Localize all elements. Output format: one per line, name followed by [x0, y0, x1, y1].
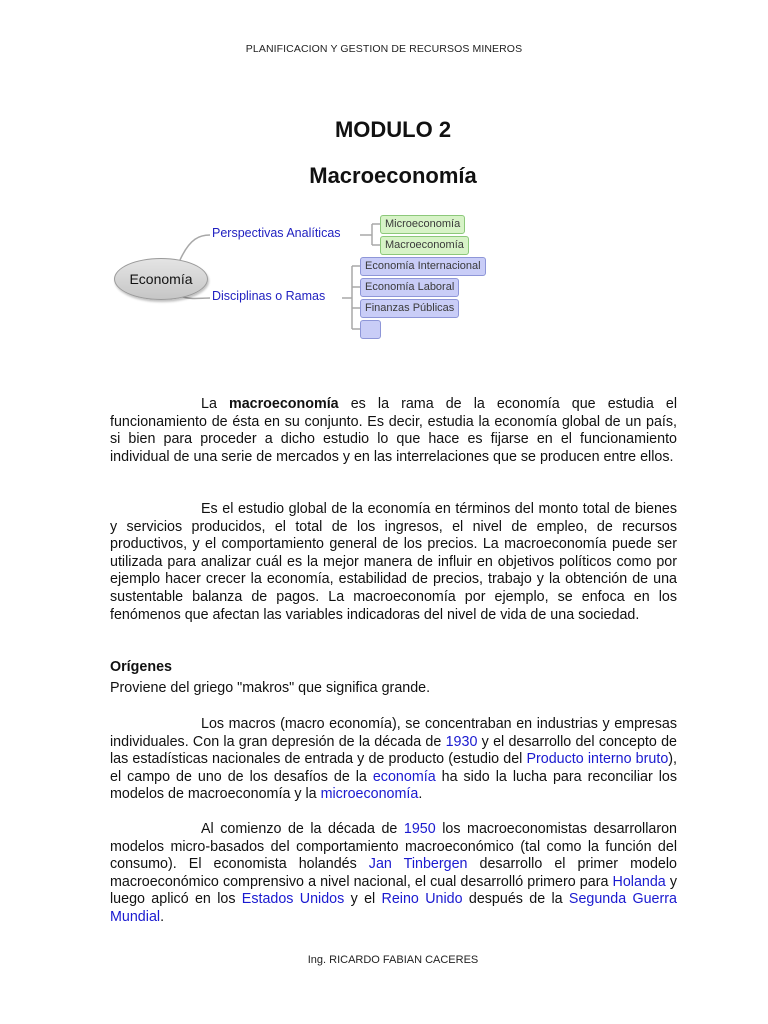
origenes-line: Proviene del griego "makros" que significa grande.: [110, 680, 431, 696]
text-fragment: es la rama de la economía que estudia el funcionamiento de ésta en su conjunto. Es decir, estudia la economía global de un país, si bien para proceder a dicho estudio lo que hace es fijarse en el funcionamiento individual de una serie de mercados y en las interrelaciones que se producen entre ellos.: [110, 396, 678, 465]
paragraph-1950s: [110, 821, 677, 927]
link-economia[interactable]: economía: [372, 768, 436, 785]
link-reino-unido[interactable]: Reino Unido: [381, 891, 463, 908]
economy-mind-map: [110, 208, 510, 348]
text-fragment: después de la: [462, 891, 569, 908]
paragraph-history: [110, 716, 677, 804]
leaf-finanzas-publicas: Finanzas Públicas: [360, 299, 459, 318]
branch-perspectivas: Perspectivas Analíticas: [212, 226, 341, 240]
page-header: PLANIFICACION Y GESTION DE RECURSOS MINEROS: [245, 43, 523, 55]
leaf-economia-laboral: Economía Laboral: [360, 278, 459, 297]
link-microeconomia[interactable]: microeconomía: [320, 786, 419, 803]
text-fragment: Es el estudio global de la economía en términos del monto total de bienes y servicios producidos, el total de los ingresos, el nivel de empleo, de recursos productivos, y el comportamiento general de los precios. La macroeconomía puede ser utilizada para analizar cuál es la mejor manera de influir en objetivos políticos como por ejemplo hacer crecer la economía, estabilidad de precios, trabajo y la obtención de una sustentable balanza de pagos. La macroeconomía por ejemplo, se enfoca en los fenómenos que afectan las variables indicadoras del nivel de vida de una sociedad.: [110, 501, 677, 623]
branch-disciplinas: Disciplinas o Ramas: [212, 289, 326, 303]
text-fragment: La: [201, 396, 229, 412]
text-fragment: Al comienzo de la década de: [201, 821, 404, 837]
text-fragment: .: [418, 786, 423, 803]
text-fragment: desarrollo el primer modelo macroeconómico comprensivo a nivel nacional, el cual desarrolló primero para: [110, 856, 677, 890]
text-fragment: y el desarrollo del concepto de las estadísticas nacionales de entrada y de producto (estudio del: [110, 733, 678, 768]
leaf-economia-internacional: Economía Internacional: [360, 257, 486, 276]
text-fragment: los macroeconomistas desarrollaron modelos micro-basados del comportamiento macroeconómico (tal como la función del consumo). El economista holandés: [110, 821, 677, 873]
connector-branch1: [360, 224, 380, 245]
text-fragment: y el: [344, 891, 382, 908]
text-fragment: y luego aplicó en los: [110, 873, 677, 908]
text-fragment: Los macros (macro economía), se concentraban en industrias y empresas individuales. Con la gran depresión de la década de: [110, 716, 677, 750]
paragraph-definition: [110, 396, 677, 466]
connector-branch2: [342, 266, 360, 329]
page-footer: Ing. RICARDO FABIAN CACERES: [307, 954, 479, 966]
module-title: MODULO 2: [334, 117, 452, 142]
leaf-empty: [360, 320, 381, 339]
link-holanda[interactable]: Holanda: [612, 873, 666, 890]
text-fragment: ha sido la lucha para reconciliar los modelos de macroeconomía y la: [110, 768, 677, 803]
link-estados-unidos[interactable]: Estados Unidos: [241, 891, 345, 908]
link-segunda-guerra-mundial[interactable]: Segunda Guerra Mundial: [110, 891, 677, 925]
leaf-microeconomia: Microeconomía: [380, 215, 465, 234]
paragraph-scope: [110, 501, 677, 624]
page-title: Macroeconomía: [309, 163, 477, 188]
link-1950[interactable]: 1950: [403, 821, 436, 837]
term-macroeconomia: macroeconomía: [228, 396, 339, 412]
mind-map-root: Economía: [114, 258, 208, 300]
leaf-macroeconomia: Macroeconomía: [380, 236, 469, 255]
section-heading-origenes: Orígenes: [110, 659, 172, 675]
text-fragment: .: [160, 908, 165, 925]
connector-root-branch1: [180, 235, 210, 260]
link-jan-tinbergen[interactable]: Jan Tinbergen: [368, 856, 468, 873]
text-fragment: ), el campo de uno de los desafíos de la: [110, 751, 678, 785]
link-producto-interno-bruto[interactable]: Producto interno bruto: [526, 751, 669, 768]
link-1930[interactable]: 1930: [445, 733, 478, 750]
